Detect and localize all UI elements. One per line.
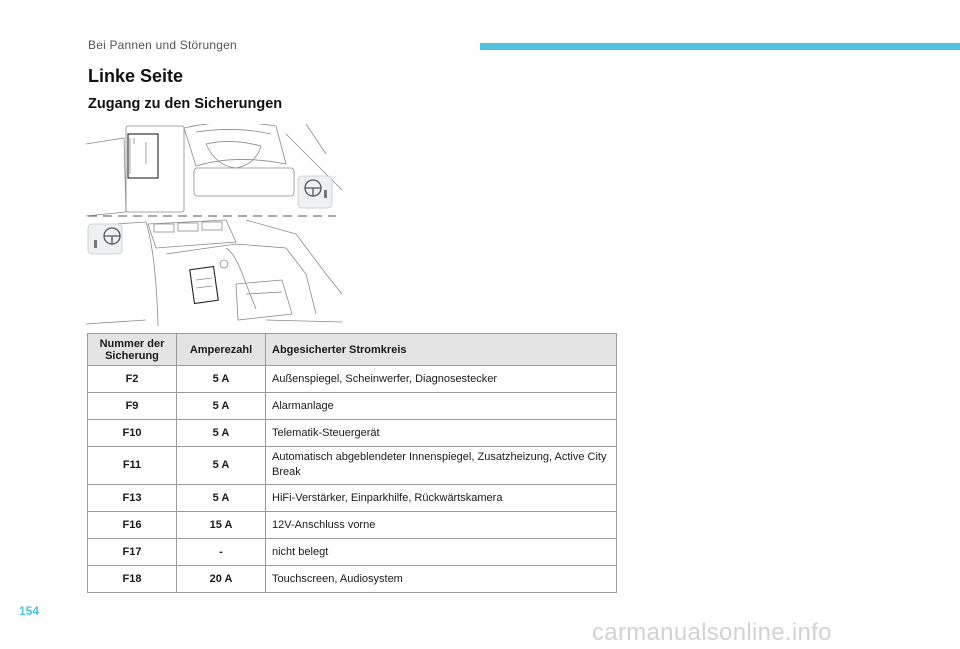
dashboard-fusebox-illustration <box>86 124 342 326</box>
circuit-cell: Automatisch abgeblendeter Innenspiegel, Zusatzheizung, Active City Break <box>266 447 617 485</box>
circuit-cell: Außenspiegel, Scheinwerfer, Diagnosestecker <box>266 366 617 393</box>
table-row <box>88 393 617 420</box>
amperage-cell: 5 A <box>177 420 266 447</box>
fuse-number-cell: F13 <box>88 484 177 511</box>
fuse-number-cell: F18 <box>88 565 177 592</box>
page-title: Linke Seite <box>88 66 184 86</box>
section-label: Bei Pannen und Störungen <box>88 38 237 52</box>
table-row <box>88 447 617 485</box>
header-accent-bar <box>480 43 960 50</box>
table-row <box>88 484 617 511</box>
amperage-cell: - <box>177 538 266 565</box>
circuit-cell: HiFi-Verstärker, Einparkhilfe, Rückwärtskamera <box>266 484 617 511</box>
fuse-table <box>87 333 617 593</box>
circuit-cell: 12V-Anschluss vorne <box>266 511 617 538</box>
fuse-number-cell: F9 <box>88 393 177 420</box>
table-row <box>88 565 617 592</box>
table-row <box>88 366 617 393</box>
amperage-cell: 5 A <box>177 447 266 485</box>
fuse-number-cell: F16 <box>88 511 177 538</box>
watermark-text: carmanualsonline.info <box>592 619 832 646</box>
amperage-cell: 5 A <box>177 393 266 420</box>
page-number: 154 <box>19 604 40 618</box>
table-row <box>88 420 617 447</box>
table-row <box>88 511 617 538</box>
table-row <box>88 538 617 565</box>
circuit-cell: nicht belegt <box>266 538 617 565</box>
circuit-cell: Telematik-Steuergerät <box>266 420 617 447</box>
section-subtitle: Zugang zu den Sicherungen <box>88 96 283 112</box>
amperage-cell: 5 A <box>177 366 266 393</box>
amperage-cell: 15 A <box>177 511 266 538</box>
column-header-circuit: Abgesicherter Stromkreis <box>266 334 617 366</box>
amperage-cell: 5 A <box>177 484 266 511</box>
fuse-number-cell: F2 <box>88 366 177 393</box>
fuse-number-cell: F11 <box>88 447 177 485</box>
table-header-row <box>88 334 617 366</box>
column-header-amperage: Amperezahl <box>177 334 266 366</box>
fuse-number-cell: F17 <box>88 538 177 565</box>
circuit-cell: Touchscreen, Audiosystem <box>266 565 617 592</box>
circuit-cell: Alarmanlage <box>266 393 617 420</box>
fuse-number-cell: F10 <box>88 420 177 447</box>
amperage-cell: 20 A <box>177 565 266 592</box>
column-header-fuse-number: Nummer der Sicherung <box>88 334 177 366</box>
